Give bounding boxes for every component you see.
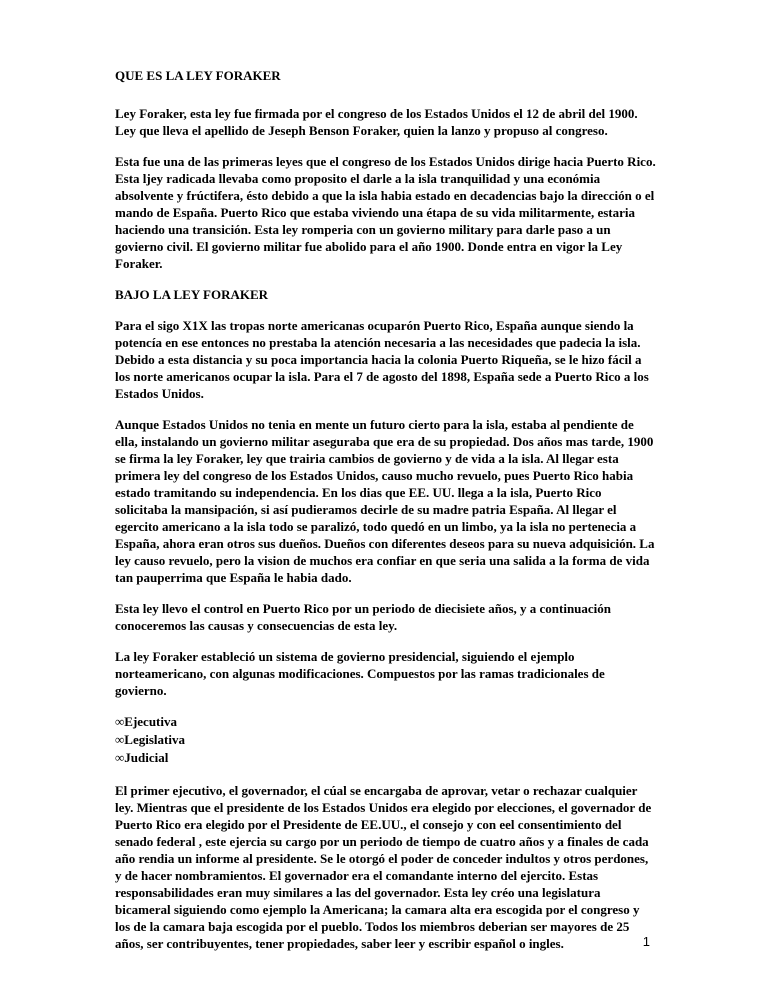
infinity-bullet-icon: ∞	[115, 732, 125, 747]
branches-list	[115, 713, 657, 767]
paragraph: Para el sigo X1X las tropas norte americanas ocuparón Puerto Rico, España aunque siendo la potencía en ese entonces no prestaba la atención necesaria a las necesidades que padecia la isla. Debido a esta distancia y su poca importancia hacia la colonia Puerto Riqueña, se le hizo fácil a los norte americanos ocupar la isla. Para el 7 de agosto del 1898, España sede a Puerto Rico a los Estados Unidos.	[115, 318, 649, 401]
paragraph: Esta ley llevo el control en Puerto Rico por un periodo de diecisiete años, y a continuación conoceremos las causas y consecuencias de esta ley.	[115, 601, 612, 633]
list-item: ∞Ejecutiva	[115, 714, 177, 729]
infinity-bullet-icon: ∞	[115, 714, 125, 729]
paragraph: Ley Foraker, esta ley fue firmada por el congreso de los Estados Unidos el 12 de abril del 1900. Ley que lleva el apellido de Jeseph Benson Foraker, quien la lanzo y propuso al congreso.	[115, 106, 638, 138]
document-page	[115, 67, 657, 966]
paragraph: La ley Foraker estableció un sistema de govierno presidencial, siguiendo el ejemplo norteamericano, con algunas modificaciones. Compuestos por las ramas tradicionales de govierno.	[115, 649, 605, 698]
list-item: ∞Legislativa	[115, 732, 185, 747]
section-heading: BAJO LA LEY FORAKER	[115, 287, 269, 302]
infinity-bullet-icon: ∞	[115, 750, 125, 765]
paragraph: El primer ejecutivo, el governador, el cúal se encargaba de aprovar, vetar o rechazar cualquier ley. Mientras que el presidente de los Estados Unidos era elegido por elecciones, el governador de Puerto Rico era elegido por el Presidente de EE.UU., el consejo y con eel consentimiento del senado federal , este ejercia su cargo por un periodo de tiempo de cuatro años y a finales de cada año rendia un informe al presidente. Se le otorgó el poder de conceder indultos y otros perdones, y de hacer nombramientos. El governador era el comandante interno del ejercito. Estas responsabilidades eran muy similares a las del governador. Esta ley créo una legislatura bicameral siguiendo como ejemplo la Americana; la camara alta era escogida por el congreso y los de la camara baja escogida por el pueblo. Todos los miembros deberian ser mayores de 25 años, ser contribuyentes, tener propiedades, saber leer y escribir español o ingles.	[115, 783, 652, 951]
paragraph: Aunque Estados Unidos no tenia en mente un futuro cierto para la isla, estaba al pendiente de ella, instalando un govierno militar aseguraba que era de su propiedad. Dos años mas tarde, 1900 se firma la ley Foraker, ley que trairia cambios de govierno y de vida a la isla. Al llegar esta primera ley del congreso de los Estados Unidos, causo mucho revuelo, pues Puerto Rico habia estado tramitando su independencia. En los dias que EE. UU. llega a la isla, Puerto Rico solicitaba la mansipación, si así pudieramos decirle de su madre patria España. Al llegar el egercito americano a la isla todo se paralizó, todo quedó en un limbo, ya la isla no pertenecia a España, ahora eran otros sus dueños. Dueños con diferentes deseos para su nueva adquisición. La ley causo revuelo, pero la vision de muchos era confiar en que seria una salida a la forma de vida tan pauperrima que España le habia dado.	[115, 417, 655, 585]
page-number: 1	[642, 934, 650, 949]
list-item: ∞Judicial	[115, 750, 169, 765]
paragraph: Esta fue una de las primeras leyes que el congreso de los Estados Unidos dirige hacia Puerto Rico. Esta ljey radicada llevaba como proposito el darle a la isla tranquilidad y una económia absolvente y frúctifera, ésto debido a que la isla habia estado en decadencias bajo la dirección o el mando de España. Puerto Rico que estaba viviendo una étapa de su vida militarmente, estaria haciendo una transición. Esta ley romperia con un govierno military para darle paso a un govierno civil. El govierno militar fue abolido para el año 1900. Donde entra en vigor la Ley Foraker.	[115, 154, 656, 271]
document-title: QUE ES LA LEY FORAKER	[115, 68, 281, 83]
